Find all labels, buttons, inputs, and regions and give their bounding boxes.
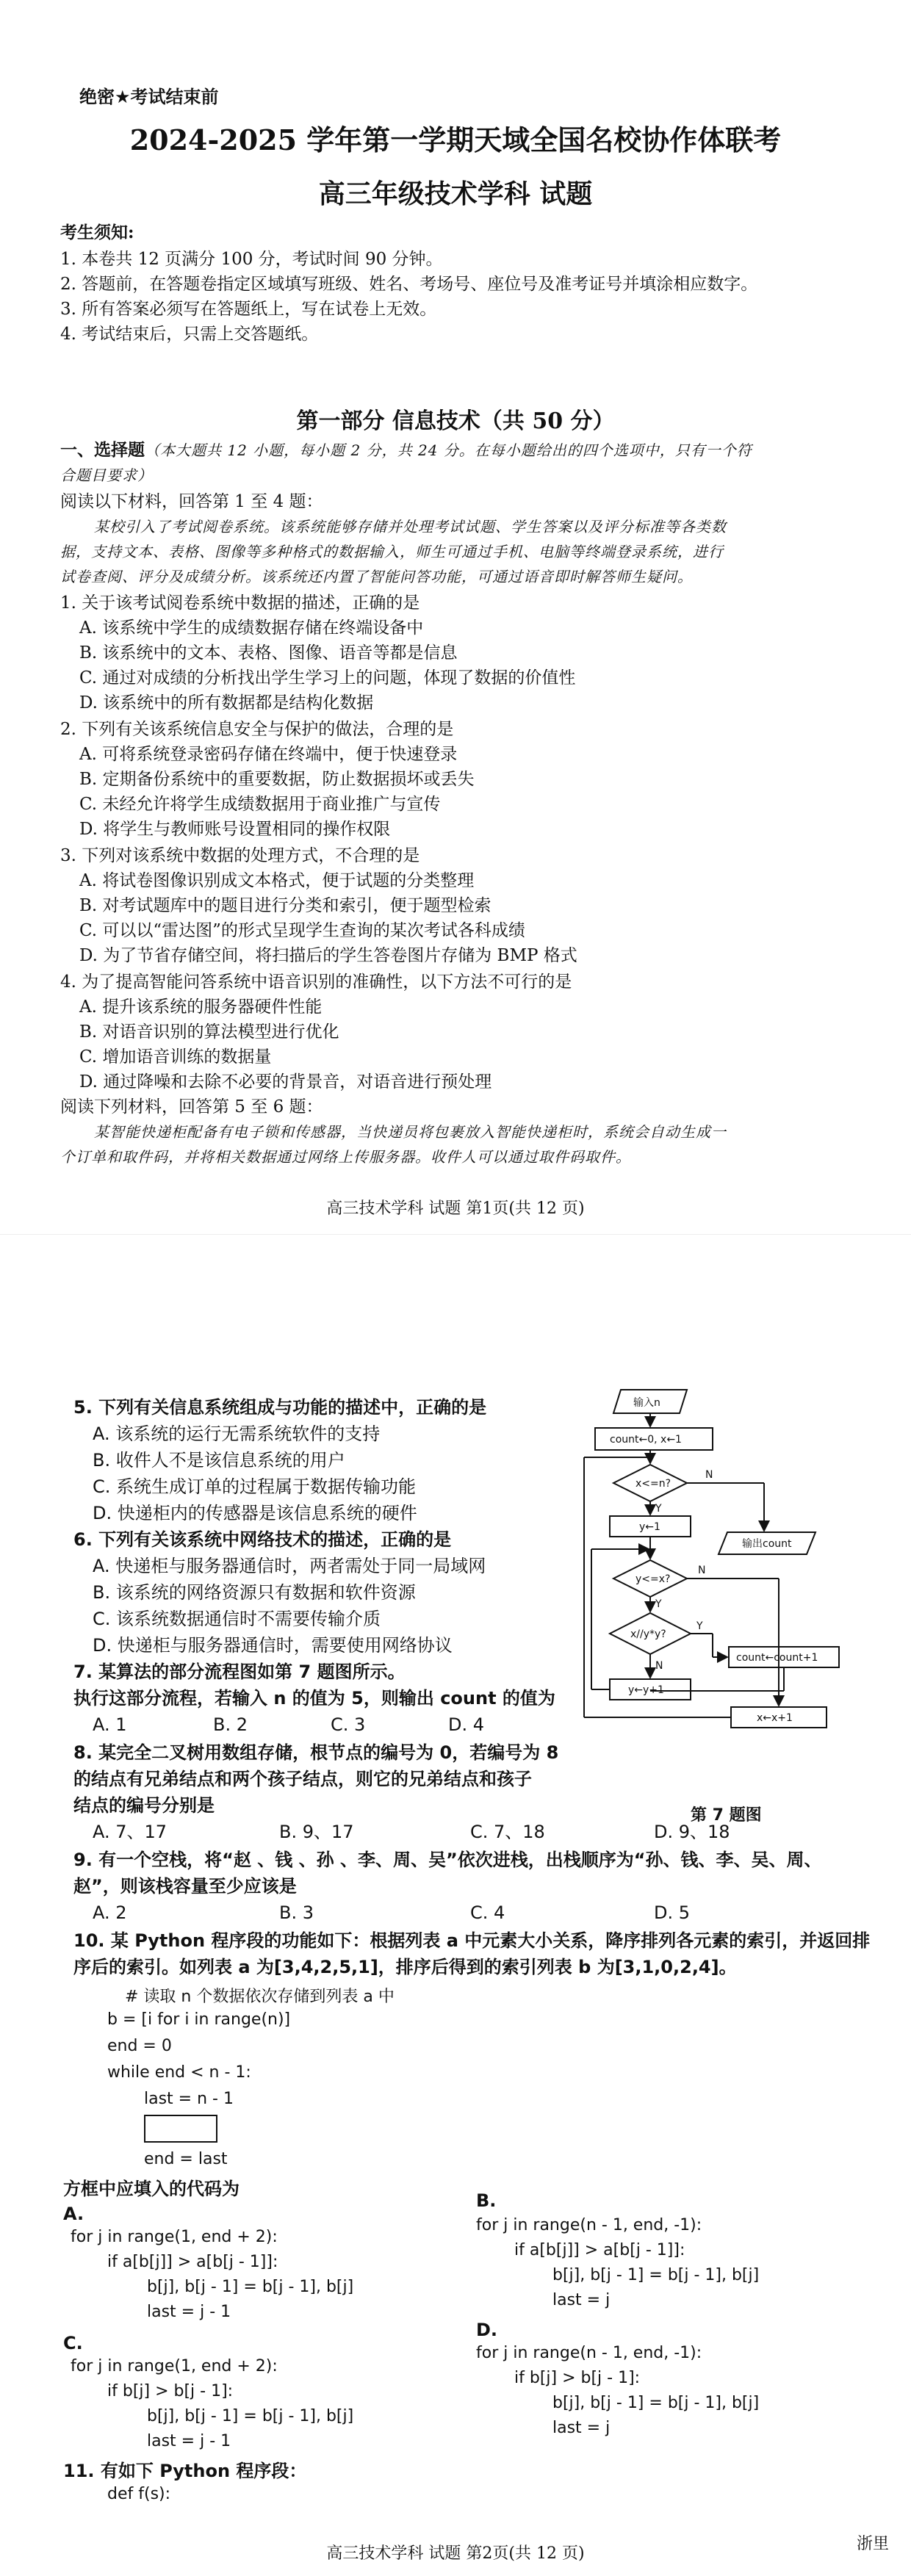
part-label: 一、选择题	[60, 440, 145, 460]
question-stem: 2. 下列有关该系统信息安全与保护的做法，合理的是	[60, 720, 454, 739]
fc-input-label: 输入n	[633, 1397, 660, 1409]
option: A. 快递柜与服务器通信时，两者需处于同一局域网	[93, 1556, 486, 1576]
code-line: if b[j] > b[j - 1]:	[107, 2382, 234, 2400]
question-stem-cont: 执行这部分流程，若输入 n 的值为 5，则输出 count 的值为	[73, 1688, 555, 1709]
question-stem-cont: 的结点有兄弟结点和两个孩子结点，则它的兄弟结点和孩子	[73, 1769, 532, 1789]
option: B. 9、17	[279, 1822, 354, 1842]
question-stem: 8. 某完全二叉树用数组存储，根节点的编号为 0，若编号为 8	[73, 1742, 559, 1763]
fc-yinc-label: y←y+1	[628, 1684, 664, 1696]
section-title: 第一部分 信息技术（共 50 分）	[296, 408, 615, 434]
fc-no-label: N	[698, 1565, 706, 1576]
question-stem-cont: 赵”，则该栈容量至少应该是	[73, 1876, 297, 1897]
question-stem: 5. 下列有关信息系统组成与功能的描述中，正确的是	[73, 1397, 487, 1418]
question-stem: 9. 有一个空栈，将“赵 、钱 、孙 、李、周、吴”依次进栈，出栈顺序为“孙、钱、李、吴、周、	[73, 1850, 822, 1870]
option: A. 可将系统登录密码存储在终端中，便于快速登录	[79, 745, 458, 764]
blank-prompt: 方框中应填入的代码为	[63, 2179, 240, 2199]
answer-blank-box	[144, 2115, 217, 2143]
notice-item: 1. 本卷共 12 页满分 100 分，考试时间 90 分钟。	[60, 250, 443, 269]
figure-caption: 第 7 题图	[691, 1806, 762, 1825]
material-line: 试卷查阅、评分及成绩分析。该系统还内置了智能问答功能，可通过语音即时解答师生疑问。	[60, 568, 693, 585]
notice-item: 3. 所有答案必须写在答题纸上，写在试卷上无效。	[60, 300, 437, 319]
material-line: 某校引入了考试阅卷系统。该系统能够存储并处理考试试题、学生答案以及评分标准等各类数	[94, 518, 727, 535]
material-line: 某智能快递柜配备有电子锁和传感器，当快递员将包裹放入智能快递柜时，系统会自动生成一	[94, 1123, 727, 1141]
option: D. 该系统中的所有数据都是结构化数据	[79, 693, 374, 712]
option: C. 7、18	[470, 1822, 545, 1842]
read-instruction: 阅读下列材料，回答第 5 至 6 题：	[60, 1097, 323, 1116]
question-stem: 11. 有如下 Python 程序段：	[63, 2461, 307, 2481]
option: C. 通过对成绩的分析找出学生学习上的问题，体现了数据的价值性	[79, 668, 576, 688]
code-line: for j in range(n - 1, end, -1):	[476, 2344, 702, 2362]
question-stem-cont: 结点的编号分别是	[73, 1795, 215, 1816]
option: D. 快递柜内的传感器是该信息系统的硬件	[93, 1503, 417, 1523]
fc-xinc-label: x←x+1	[757, 1712, 793, 1724]
fc-count-label: count←count+1	[736, 1652, 818, 1664]
notice-heading: 考生须知:	[60, 223, 134, 242]
option: C. 3	[331, 1714, 366, 1735]
code-line: if a[b[j]] > a[b[j - 1]]:	[514, 2241, 685, 2259]
option: B. 收件人不是该信息系统的用户	[93, 1450, 345, 1471]
option: D. 9、18	[654, 1822, 730, 1842]
code-line: if a[b[j]] > a[b[j - 1]]:	[107, 2253, 278, 2271]
option-label: B.	[476, 2190, 497, 2211]
option: A. 该系统中学生的成绩数据存储在终端设备中	[79, 618, 424, 638]
question-stem: 6. 下列有关该系统中网络技术的描述，正确的是	[73, 1529, 452, 1550]
corner-watermark: 浙里	[856, 2535, 889, 2553]
page-footer: 高三技术学科 试题 第1页(共 12 页)	[326, 1199, 585, 1218]
option: B. 该系统中的文本、表格、图像、语音等都是信息	[79, 643, 458, 663]
code-line: while end < n - 1:	[107, 2063, 251, 2082]
option: A. 7、17	[93, 1822, 168, 1842]
option: A. 1	[93, 1714, 127, 1735]
code-line: last = j - 1	[147, 2432, 231, 2450]
material-line: 个订单和取件码，并将相关数据通过网络上传服务器。收件人可以通过取件码取件。	[60, 1148, 631, 1166]
fc-no-label: N	[655, 1660, 663, 1672]
page-1	[0, 0, 911, 1234]
fc-y1-label: y←1	[639, 1521, 660, 1533]
code-line: b[j], b[j - 1] = b[j - 1], b[j]	[552, 2266, 760, 2284]
option: B. 3	[279, 1902, 314, 1923]
page-footer: 高三技术学科 试题 第2页(共 12 页)	[326, 2544, 585, 2563]
code-line: if b[j] > b[j - 1]:	[514, 2369, 641, 2387]
question-stem: 3. 下列对该系统中数据的处理方式，不合理的是	[60, 846, 420, 865]
fc-yes-label: Y	[655, 1598, 662, 1610]
question-stem: 7. 某算法的部分流程图如第 7 题图所示。	[73, 1662, 406, 1682]
fc-cond2-label: y<=x?	[635, 1573, 671, 1585]
option: B. 该系统的网络资源只有数据和软件资源	[93, 1582, 416, 1603]
material-line: 据，支持文本、表格、图像等多种格式的数据输入，师生可通过手机、电脑等终端登录系统，进行	[60, 543, 724, 560]
part-desc-cont: 合题目要求）	[60, 466, 153, 484]
option: B. 定期备份系统中的重要数据，防止数据损坏或丢失	[79, 770, 475, 789]
option: B. 2	[213, 1714, 248, 1735]
code-line: last = j	[552, 2419, 611, 2437]
code-line: b[j], b[j - 1] = b[j - 1], b[j]	[552, 2394, 760, 2412]
read-instruction: 阅读以下材料，回答第 1 至 4 题：	[60, 492, 323, 511]
option: A. 2	[93, 1902, 127, 1923]
option: A. 将试卷图像识别成文本格式，便于试题的分类整理	[79, 871, 475, 890]
option: C. 可以以“雷达图”的形式呈现学生查询的某次考试各科成绩	[79, 921, 525, 940]
option: D. 快递柜与服务器通信时，需要使用网络协议	[93, 1635, 453, 1656]
option: D. 4	[448, 1714, 485, 1735]
option: C. 未经允许将学生成绩数据用于商业推广与宣传	[79, 795, 441, 814]
option: D. 通过降噪和去除不必要的背景音，对语音进行预处理	[79, 1072, 492, 1092]
code-line: for j in range(1, end + 2):	[71, 2357, 278, 2375]
code-line: last = n - 1	[144, 2090, 234, 2108]
code-line: end = last	[144, 2150, 228, 2168]
exam-title: 2024-2025 学年第一学期天域全国名校协作体联考	[129, 123, 782, 156]
part-desc: （本大题共 12 小题，每小题 2 分，共 24 分。在每小题给出的四个选项中，只有一个符	[145, 441, 752, 459]
code-line: end = 0	[107, 2037, 172, 2055]
option: C. 该系统数据通信时不需要传输介质	[93, 1609, 381, 1629]
option: C. 增加语音训练的数据量	[79, 1047, 272, 1067]
question-stem: 1. 关于该考试阅卷系统中数据的描述，正确的是	[60, 594, 420, 613]
option: C. 系统生成订单的过程属于数据传输功能	[93, 1476, 417, 1497]
notice-item: 4. 考试结束后，只需上交答题纸。	[60, 325, 319, 344]
code-line: for j in range(n - 1, end, -1):	[476, 2216, 702, 2234]
code-line: last = j	[552, 2291, 611, 2309]
fc-init-label: count←0, x←1	[610, 1434, 682, 1446]
option: B. 对考试题库中的题目进行分类和索引，便于题型检索	[79, 896, 491, 915]
flowchart-figure	[580, 1384, 860, 1766]
code-line: def f(s):	[107, 2485, 171, 2503]
fc-yes-label: Y	[696, 1620, 703, 1632]
code-line: b = [i for i in range(n)]	[107, 2010, 291, 2029]
code-line: last = j - 1	[147, 2303, 231, 2321]
secret-label: 绝密★考试结束前	[79, 87, 219, 107]
option: A. 该系统的运行无需系统软件的支持	[93, 1424, 381, 1444]
question-stem: 4. 为了提高智能问答系统中语音识别的准确性，以下方法不可行的是	[60, 973, 572, 992]
flowchart-svg	[580, 1384, 860, 1766]
code-line: b[j], b[j - 1] = b[j - 1], b[j]	[147, 2278, 354, 2296]
fc-cond3-label: x//y*y?	[630, 1628, 666, 1640]
fc-yes-label: Y	[655, 1503, 662, 1515]
option: D. 将学生与教师账号设置相同的操作权限	[79, 820, 391, 839]
option-label: A.	[63, 2204, 84, 2224]
option: C. 4	[470, 1902, 505, 1923]
exam-subtitle: 高三年级技术学科 试题	[318, 178, 593, 209]
fc-cond1-label: x<=n?	[635, 1478, 671, 1490]
code-line: # 读取 n 个数据依次存储到列表 a 中	[125, 1988, 395, 2006]
question-stem: 10. 某 Python 程序段的功能如下：根据列表 a 中元素大小关系，降序排列各元素的索引，并返回排	[73, 1930, 871, 1951]
option-label: C.	[63, 2333, 83, 2353]
part-heading	[60, 439, 752, 461]
option: B. 对语音识别的算法模型进行优化	[79, 1022, 339, 1042]
code-line: for j in range(1, end + 2):	[71, 2228, 278, 2246]
code-line: b[j], b[j - 1] = b[j - 1], b[j]	[147, 2407, 354, 2425]
option: D. 为了节省存储空间，将扫描后的学生答卷图片存储为 BMP 格式	[79, 946, 577, 965]
fc-output-label: 输出count	[742, 1538, 792, 1550]
option: D. 5	[654, 1902, 691, 1923]
option: A. 提升该系统的服务器硬件性能	[79, 997, 323, 1017]
notice-item: 2. 答题前，在答题卷指定区域填写班级、姓名、考场号、座位号及准考证号并填涂相应数字。	[60, 275, 758, 294]
option-label: D.	[476, 2320, 498, 2340]
fc-no-label: N	[705, 1469, 713, 1481]
question-stem-cont: 序后的索引。如列表 a 为[3,4,2,5,1]，排序后得到的索引列表 b 为[3,1,0,2,4]。	[73, 1957, 737, 1977]
